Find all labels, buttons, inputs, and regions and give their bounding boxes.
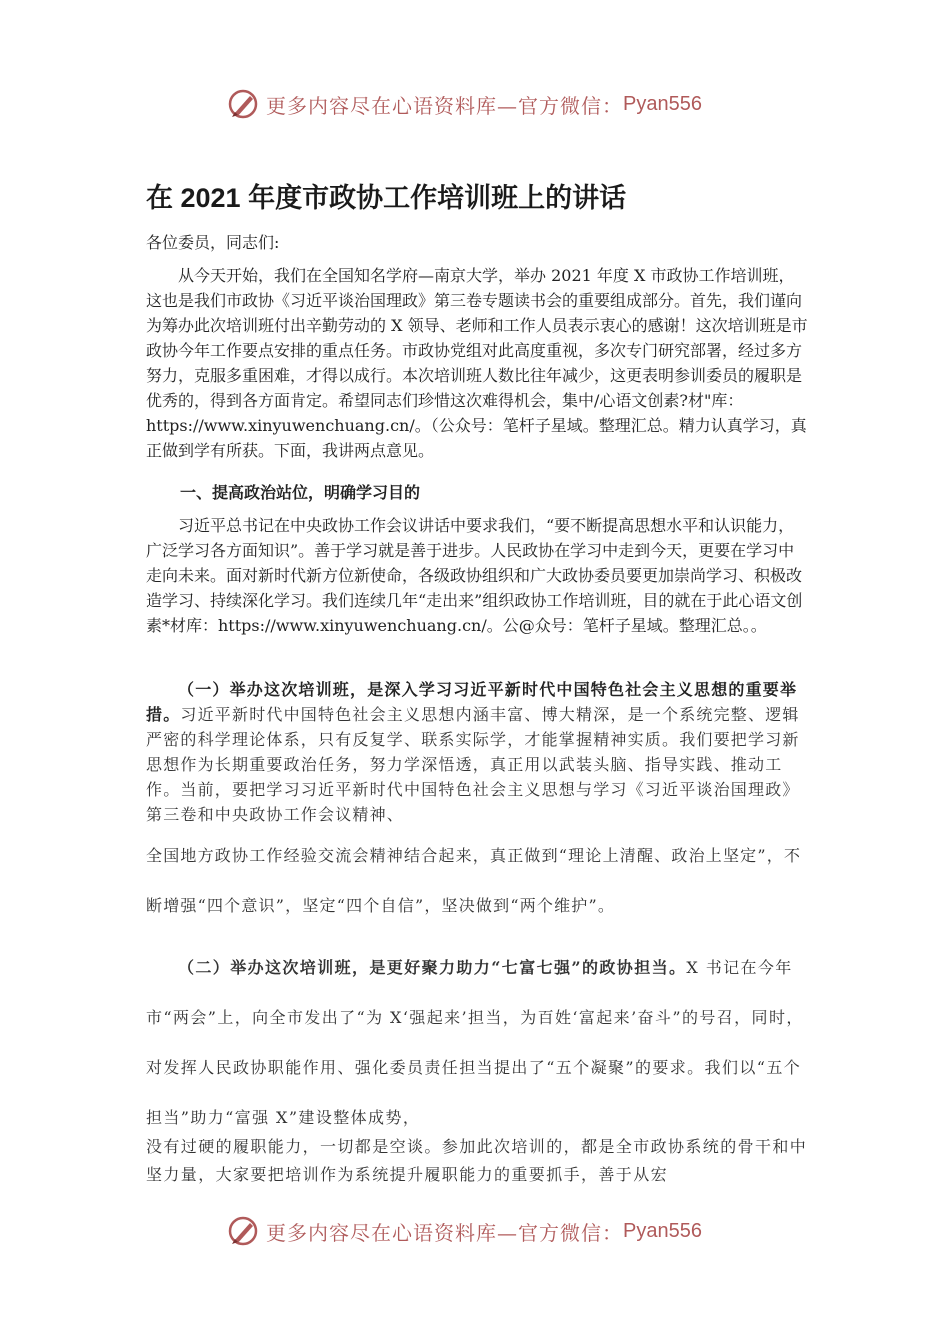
item-1-text-a: 习近平新时代中国特色社会主义思想内涵丰富、博大精深，是一个系统完整、逻辑严密的科学理论体系，只有反复学、联系实际学，才能掌握精神实质。我们要把学习新思想作为长期重要政治任务，努力学深悟透，真正用以武装头脑、指导实践、推动工作。当前，要把学习习近平新时代中国特色社会主义思想与学习《习近平谈治国理政》第三卷和中央政协工作会议精神、 xyxy=(146,705,800,824)
paragraph-item-1 xyxy=(146,677,808,931)
section-heading-1: 一、提高政治站位，明确学习目的 xyxy=(180,485,421,502)
greeting: 各位委员，同志们: xyxy=(146,233,280,252)
item-2-text-a: X 书记在今年市“两会”上，向全市发出了“为 X‘强起来’担当，为百姓‘富起来’奋斗”的号召，同时，对发挥人民政协职能作用、强化委员责任担当提出了“五个凝聚”的要求。我们以“五个担当”助力“富强 X”建设整体成势， xyxy=(146,958,804,1127)
banner-wechat-id: Pyan556 xyxy=(623,1219,702,1242)
item-2-bold-lead: （二）举办这次培训班，是更好聚力助力“七富七强”的政协担当。 xyxy=(178,958,687,977)
paragraph-study: 习近平总书记在中央政协工作会议讲话中要求我们，“要不断提高思想水平和认识能力，广泛学习各方面知识”。善于学习就是善于进步。人民政协在学习中走到今天，更要在学习中走向未来。面对新时代新方位新使命，各级政协组织和广大政协委员要更加崇尚学习、积极改造学习、持续深化学习。我们连续几年“走出来”组织政协工作培训班，目的就在于此心语文创素*材库：https://www.xinyuwenchuang.cn/。公@众号：笔杆子星域。整理汇总。。 xyxy=(146,516,803,635)
header-banner xyxy=(226,86,746,122)
pen-logo-icon xyxy=(226,1214,260,1248)
paragraph-intro: 从今天开始，我们在全国知名学府—南京大学，举办 2021 年度 X 市政协工作培训班，这也是我们市政协《习近平谈治国理政》第三卷专题读书会的重要组成部分。首先，我们谨向为筹办此次培训班付出辛勤劳动的 X 领导、老师和工作人员表示衷心的感谢！这次培训班是市政协今年工作要点安排的重点任务。市政协党组对此高度重视，多次专门研究部署，经过多方努力，克服多重困难，才得以成行。本次培训班人数比往年减少，这更表明参训委员的履职是优秀的，得到各方面肯定。希望同志们珍惜这次难得机会，集中/心语文创素?材"库：https://www.xinyuwenchuang.cn/。（公众号：笔杆子星域。整理汇总。精力认真学习，真正做到学有所获。下面，我讲两点意见。 xyxy=(146,266,808,460)
banner-text: 更多内容尽在心语资料库—官方微信： xyxy=(266,93,623,118)
item-1-text-b: 全国地方政协工作经验交流会精神结合起来，真正做到“理论上清醒、政治上坚定”，不断增强“四个意识”，坚定“四个自信”，坚决做到“两个维护”。 xyxy=(146,846,802,915)
banner-text: 更多内容尽在心语资料库—官方微信： xyxy=(266,1220,623,1245)
paragraph-item-2 xyxy=(146,943,808,1189)
document-title: 在 2021 年度市政协工作培训班上的讲话 xyxy=(146,183,627,213)
item-2-text-b: 没有过硬的履职能力，一切都是空谈。参加此次培训的，都是全市政协系统的骨干和中坚力量，大家要把培训作为系统提升履职能力的重要抓手，善于从宏 xyxy=(146,1137,808,1184)
banner-wechat-id: Pyan556 xyxy=(623,92,702,115)
pen-logo-icon xyxy=(226,87,260,121)
footer-banner xyxy=(226,1213,746,1249)
item-1-bold-lead: （一）举办这次培训班，是深入学习习近平新时代中国特色社会主义思想的重要举措。 xyxy=(146,680,798,724)
